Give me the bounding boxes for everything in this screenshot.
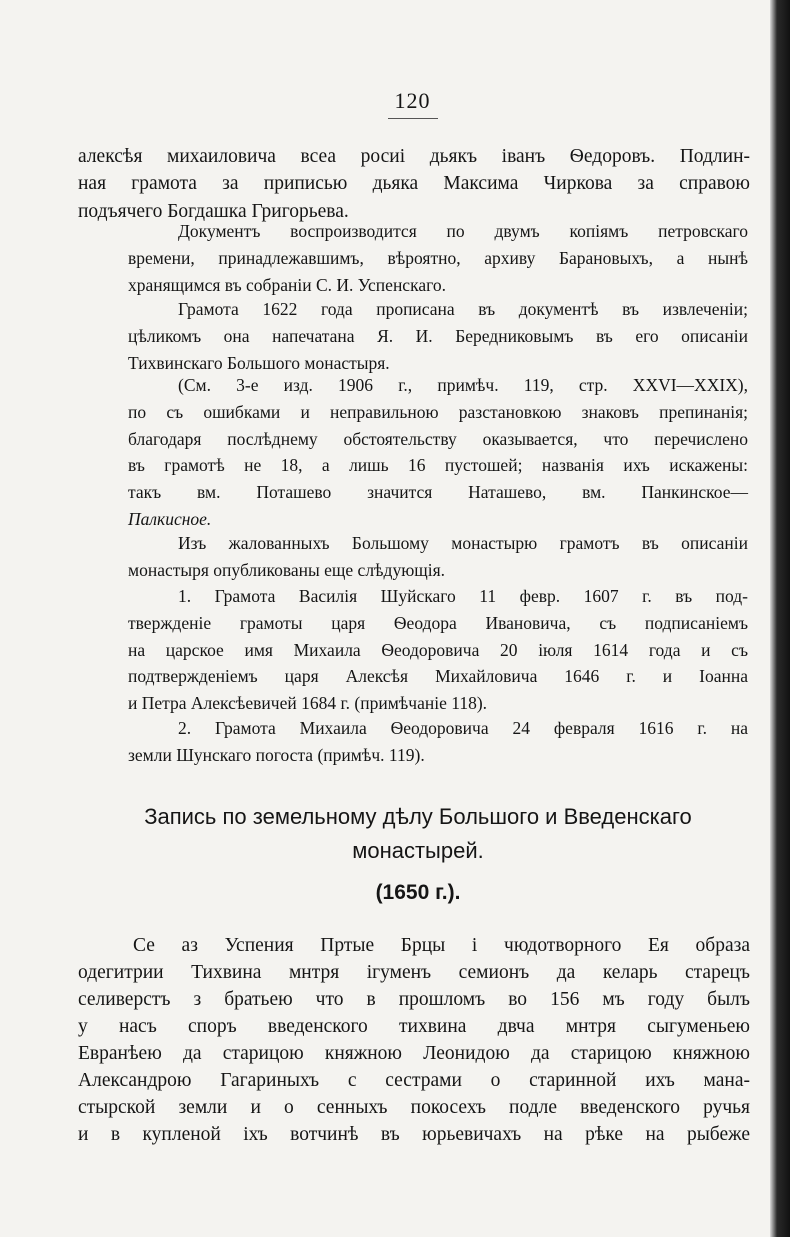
text-line: Палкисное.	[128, 508, 212, 529]
page-edge-shadow	[770, 0, 790, 1237]
text-line: такъ вм. Поташево значится Наташево, вм. Панкинское—	[128, 482, 748, 503]
text-line: селиверстъ з братьею что в прошломъ во 156 мъ году былъ	[78, 989, 750, 1010]
text-line: монастыря опубликованы еще слѣдующія.	[128, 559, 446, 580]
text-line: благодаря послѣднему обстоятельству оказывается, что перечислено	[128, 428, 748, 449]
text-line: подтвержденіемъ царя Алексѣя Михайловича 1646 г. и Іоанна	[128, 666, 748, 687]
text-line: по съ ошибками и неправильною разстановкою знаковъ препинанія;	[128, 401, 748, 422]
record-paragraph	[78, 932, 750, 1148]
text-line: твержденіе грамоты царя Ѳеодора Ивановича, съ подписаніемъ	[128, 612, 748, 633]
text-line: одегитрии Тихвина мнтря ігуменъ семионъ да келарь старецъ	[78, 962, 750, 983]
text-line: Документъ воспроизводится по двумъ копіямъ петровскаго	[178, 221, 748, 241]
text-line: Евранѣею да старицою княжною Леонидою да старицою княжною	[78, 1043, 750, 1064]
note-paragraph	[128, 296, 748, 376]
text-line: 2. Грамота Михаила Ѳеодоровича 24 февраля 1616 г. на	[178, 718, 748, 738]
section-title-line: Запись по земельному дѣлу Большого и Введенскаго	[144, 804, 692, 829]
text-line: на царское имя Михаила Ѳеодоровича 20 іюля 1614 года и съ	[128, 639, 748, 660]
text-line: Грамота 1622 года прописана въ документѣ въ извлеченіи;	[178, 299, 748, 319]
text-line: стырской земли и о сенныхъ покосехъ подле введенского ручья	[78, 1097, 750, 1118]
text-line: у насъ споръ введенского тихвина двча мнтря сыгуменьею	[78, 1016, 750, 1037]
note-paragraph	[128, 530, 748, 584]
text-line: Изъ жалованныхъ Большому монастырю грамотъ въ описаніи	[178, 533, 748, 553]
text-line: и в купленой іхъ вотчинѣ въ юрьевичахъ на рѣке на рыбеже	[78, 1124, 750, 1145]
text-line: алексѣя михаиловича всеа росиі дьякъ іванъ Ѳедоровъ. Подлин-	[78, 146, 750, 167]
text-line: хранящимся въ собраніи С. И. Успенскаго.	[128, 274, 446, 295]
page-number-rule	[388, 118, 438, 119]
note-paragraph	[128, 372, 748, 533]
text-line: земли Шунскаго погоста (примѣч. 119).	[128, 744, 425, 765]
note-paragraph	[128, 715, 748, 769]
section-title-line: монастырей.	[352, 838, 484, 863]
section-title	[78, 800, 758, 910]
text-line: Се аз Успения Пртые Брцы і чюдотворного Ея образа	[133, 935, 750, 956]
text-line: (См. 3-е изд. 1906 г., примѣч. 119, стр. XXVI—XXIX),	[178, 375, 748, 395]
text-line: въ грамотѣ не 18, а лишь 16 пустошей; названія ихъ искажены:	[128, 455, 748, 476]
section-year: (1650 г.).	[375, 881, 461, 904]
page-number: 120	[394, 88, 431, 113]
text-line: ная грамота за приписью дьяка Максима Чиркова за справою	[78, 173, 750, 195]
text-line: времени, принадлежавшимъ, вѣроятно, архиву Барановыхъ, а нынѣ	[128, 247, 748, 268]
text-line: Александрою Гагариныхъ с сестрами о старинной ихъ мана-	[78, 1070, 750, 1091]
text-line: подъячего Богдашка Григорьева.	[78, 200, 349, 222]
text-line: 1. Грамота Василія Шуйскаго 11 февр. 1607 г. въ под-	[178, 586, 748, 606]
note-paragraph	[128, 218, 748, 298]
text-line: цѣликомъ она напечатана Я. И. Бередниковымъ въ его описаніи	[128, 325, 748, 346]
text-line: Тихвинскаго Большого монастыря.	[128, 352, 390, 373]
note-paragraph	[128, 583, 748, 717]
intro-paragraph	[78, 143, 750, 225]
text-line: и Петра Алексѣевичей 1684 г. (примѣчаніе 118).	[128, 693, 488, 714]
